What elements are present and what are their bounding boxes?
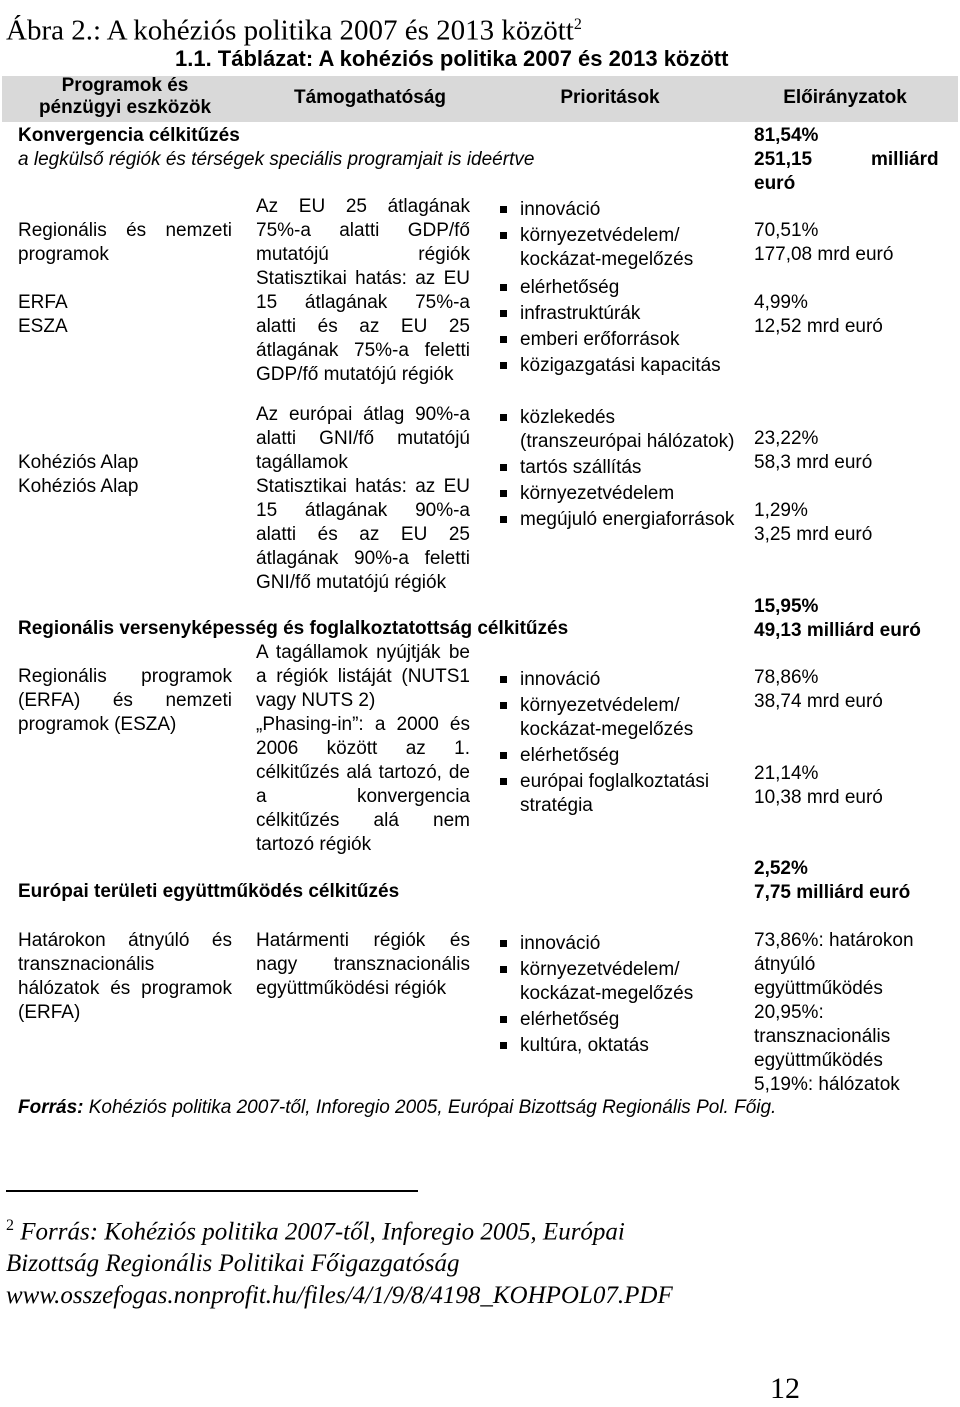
- alloc-line: együttműködés: [754, 1050, 883, 1071]
- cohesion-alloc-2-amt: 3,25 mrd euró: [754, 524, 873, 545]
- priority-item: infrastruktúrák: [498, 302, 738, 326]
- footnote-line-3: www.osszefogas.nonprofit.hu/files/4/1/9/8/4198_KOHPOL07.PDF: [6, 1282, 673, 1310]
- convergence-alloc-2-pct: 4,99%: [754, 292, 808, 313]
- footnote-ref: 2: [573, 16, 582, 33]
- convergence-alloc-1-pct: 70,51%: [754, 220, 819, 241]
- convergence-pct: 81,54%: [754, 125, 819, 146]
- cohesion-program-2: Kohéziós Alap: [18, 476, 139, 497]
- priority-text: környezetvédelem/ kockázat-megelőzés: [520, 225, 694, 270]
- cohesion-priorities: [498, 406, 738, 532]
- word: és: [126, 220, 147, 241]
- priority-item: innováció: [498, 668, 738, 692]
- convergence-alloc-1-amt: 177,08 mrd euró: [754, 244, 894, 265]
- convergence-amount-unit: milliárd: [871, 149, 939, 170]
- convergence-program-esza: ESZA: [18, 316, 68, 337]
- header-allocations: Előirányzatok: [783, 87, 907, 108]
- cohesion-alloc-1-amt: 58,3 mrd euró: [754, 452, 873, 473]
- priority-item: emberi erőforrások: [498, 328, 738, 352]
- footnote-number: 2: [6, 1217, 14, 1234]
- source-label: Forrás:: [18, 1097, 84, 1118]
- priority-item: európai foglalkoztatási stratégia: [498, 770, 738, 818]
- priority-item: közlekedés (transzeurópai hálózatok): [498, 406, 738, 454]
- alloc-line: 20,95%:: [754, 1002, 824, 1023]
- footnote-line-2: Bizottság Regionális Politikai Főigazgatóság: [6, 1250, 460, 1278]
- source-line: [18, 1096, 776, 1120]
- figure-title: [6, 8, 582, 48]
- cohesion-eligibility-1: Az európai átlag 90%-a alatti GNI/fő mutatójú tagállamok: [256, 404, 470, 473]
- priority-item: elérhetőség: [498, 744, 738, 768]
- alloc-line: 73,86%: határokon: [754, 930, 914, 951]
- convergence-priorities: [498, 198, 738, 378]
- header-priorities: Prioritások: [560, 87, 660, 108]
- convergence-program-1b: programok: [18, 244, 109, 265]
- cohesion-eligibility-2: Statisztikai hatás: az EU 15 átlagának 90%-a alatti és az EU 25 átlagának 90%-a feletti GNI/fő mutatójú régiók: [256, 476, 470, 593]
- competitiveness-amount: 49,13 milliárd euró: [754, 620, 921, 641]
- territorial-alloc: [754, 929, 914, 1097]
- territorial-programs: Határokon átnyúló és transznacionális hálózatok és programok (ERFA): [18, 930, 232, 1023]
- territorial-priorities: [498, 932, 738, 1058]
- competitiveness-title: Regionális versenyképesség és foglalkoztatottság célkitűzés: [18, 618, 569, 639]
- cohesion-program-1: Kohéziós Alap: [18, 452, 139, 473]
- priority-item: környezetvédelem/ kockázat-megelőzés: [498, 958, 738, 1006]
- cohesion-alloc-1-pct: 23,22%: [754, 428, 819, 449]
- territorial-amount: 7,75 milliárd euró: [754, 882, 911, 903]
- competitiveness-alloc-2-amt: 10,38 mrd euró: [754, 787, 883, 808]
- source-text: Kohéziós politika 2007-től, Inforegio 2005, Európai Bizottság Regionális Pol. Főig.: [88, 1097, 777, 1118]
- competitiveness-pct: 15,95%: [754, 596, 819, 617]
- priority-item: kultúra, oktatás: [498, 1034, 738, 1058]
- competitiveness-eligibility-1: A tagállamok nyújtják be a régiók listáját (NUTS1 vagy NUTS 2): [256, 642, 470, 711]
- priority-item: innováció: [498, 198, 738, 222]
- convergence-program-1a: [18, 219, 232, 243]
- cohesion-alloc-2-pct: 1,29%: [754, 500, 808, 521]
- competitiveness-programs: Regionális programok (ERFA) és nemzeti programok (ESZA): [18, 666, 232, 735]
- header-programs-line2: pénzügyi eszközök: [38, 97, 212, 118]
- header-programs: [10, 75, 240, 119]
- header-programs-line1: Programok és: [61, 75, 189, 96]
- convergence-eligibility-2: Statisztikai hatás: az EU 15 átlagának 75%-a alatti és az EU 25 átlagának 75%-a feletti GDP/fő mutatójú régiók: [256, 268, 470, 385]
- priority-item: közigazgatási kapacitás: [498, 354, 738, 378]
- priority-item: megújuló energiaforrások: [498, 508, 738, 532]
- competitiveness-alloc-2-pct: 21,14%: [754, 763, 819, 784]
- competitiveness-eligibility-2: „Phasing-in”: a 2000 és 2006 között az 1. célkitűzés alá tartozó, de a konvergencia célkitűzés alá nem tartozó régiók: [256, 714, 470, 855]
- priority-item: környezetvédelem: [498, 482, 738, 506]
- footnote-text-1: Forrás: Kohéziós politika 2007-től, Inforegio 2005, Európai: [20, 1218, 625, 1246]
- convergence-alloc-2-amt: 12,52 mrd euró: [754, 316, 883, 337]
- alloc-line: transznacionális: [754, 1026, 891, 1047]
- priority-item: [498, 224, 738, 272]
- convergence-title: Konvergencia célkitűzés: [18, 125, 240, 146]
- territorial-title: Európai területi együttműködés célkitűzés: [18, 881, 400, 902]
- alloc-line: átnyúló: [754, 954, 816, 975]
- priority-item: elérhetőség: [498, 1008, 738, 1032]
- priority-item: környezetvédelem/ kockázat-megelőzés: [498, 694, 738, 742]
- convergence-subtitle: a legkülső régiók és térségek speciális programjait is ideértve: [18, 149, 535, 170]
- alloc-line: 5,19%: hálózatok: [754, 1074, 900, 1095]
- competitiveness-alloc-1-pct: 78,86%: [754, 667, 819, 688]
- page-number: 12: [770, 1372, 800, 1405]
- competitiveness-alloc-1-amt: 38,74 mrd euró: [754, 691, 883, 712]
- footnote: [6, 1210, 673, 1312]
- convergence-amount-num: 251,15: [754, 149, 813, 170]
- figure-title-text: Ábra 2.: A kohéziós politika 2007 és 2013 között: [6, 14, 574, 47]
- territorial-pct: 2,52%: [754, 858, 808, 879]
- word: Regionális: [18, 220, 107, 241]
- alloc-line: együttműködés: [754, 978, 883, 999]
- table-title: 1.1. Táblázat: A kohéziós politika 2007 és 2013 között: [175, 46, 729, 71]
- convergence-amount-unit2: euró: [754, 173, 796, 194]
- competitiveness-priorities: [498, 668, 738, 818]
- priority-item: tartós szállítás: [498, 456, 738, 480]
- footnote-line-1: [6, 1210, 673, 1248]
- header-eligibility: Támogathatóság: [293, 87, 447, 108]
- territorial-eligibility: Határmenti régiók és nagy transznacionális együttműködési régiók: [256, 930, 470, 999]
- priority-item: innováció: [498, 932, 738, 956]
- word: nemzeti: [165, 220, 232, 241]
- priority-item: elérhetőség: [498, 276, 738, 300]
- convergence-program-erfa: ERFA: [18, 292, 68, 313]
- convergence-eligibility-1: Az EU 25 átlagának 75%-a alatti GDP/fő mutatójú régiók: [256, 196, 470, 265]
- footnote-separator: [6, 1190, 418, 1192]
